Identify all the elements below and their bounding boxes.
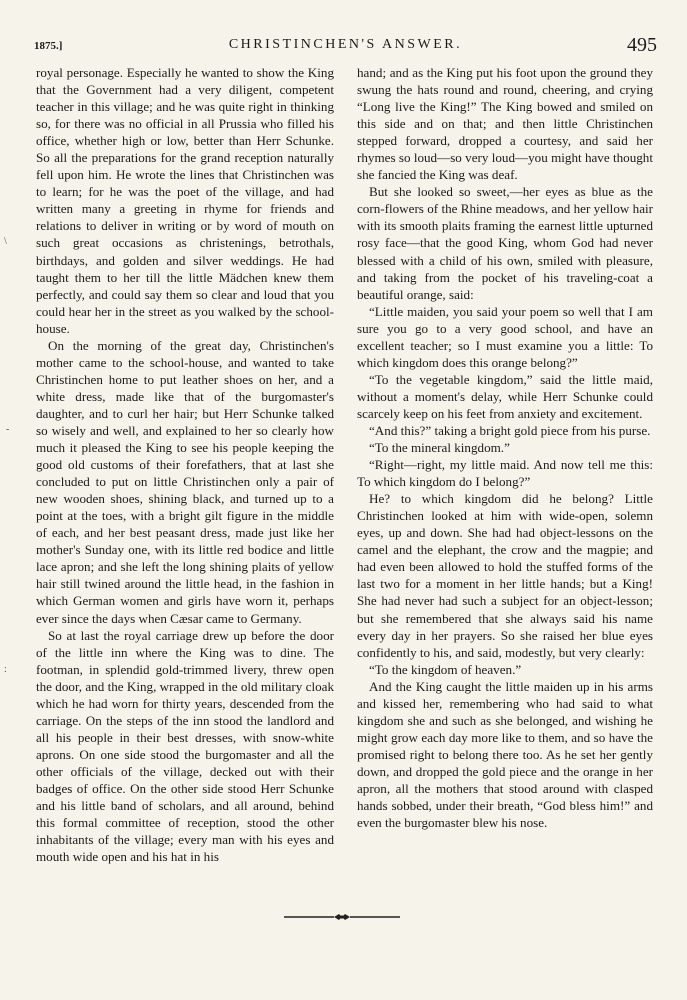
paragraph: “Little maiden, you said your poem so well that I am sure you go to a very good school, and have an excellent teacher; so I must examine you a little: To which kingdom does this orange belong?”	[357, 303, 653, 370]
right-column	[357, 64, 653, 831]
running-title: CHRISTINCHEN'S ANSWER.	[228, 37, 463, 52]
paragraph: hand; and as the King put his foot upon the ground they swung the hats round and round, cheering, and crying “Long live the King!” The King bowed and smiled on this side and on that; and then little Christinchen stepped forward, dropped a courtesy, and said her rhymes so loud—so very loud—you might have thought she fancied the King was deaf.	[357, 65, 653, 183]
paragraph: But she looked so sweet,—her eyes as blue as the corn-flowers of the Rhine meadows, and her yellow hair with its smooth plaits framing the earnest little upturned rosy face—that the good King, whom God had never blessed with a child of his own, smiled with pleasure, and taking from the pocket of his traveling-coat a beautiful orange, said:	[357, 184, 653, 302]
paragraph: “And this?” taking a bright gold piece from his purse.	[369, 422, 651, 438]
paragraph: And the King caught the little maiden up in his arms and kissed her, remembering who had said to what kingdom she and such as she belonged, and wishing he might grow each day more like to them, and so have the promised right to belong there too. As he set her gently down, and dropped the gold piece and the orange in her apron, all the mothers that stood around with clasped hands sobbed, under their breath, “God bless him!” and even the burgomaster blew his nose.	[357, 678, 653, 831]
paragraph: “To the kingdom of heaven.”	[369, 661, 522, 677]
paragraph: “To the vegetable kingdom,” said the little maid, without a moment's delay, while Herr Schunke could scarcely keep on his feet from anxiety and excitement.	[357, 371, 653, 421]
paragraph: “To the mineral kingdom.”	[369, 440, 510, 456]
page-header	[34, 36, 657, 56]
end-ornament	[282, 910, 402, 924]
issue-year: 1875.]	[34, 40, 63, 52]
paragraph: So at last the royal carriage drew up before the door of the little inn where the King was to dine. The footman, in splendid gold-trimmed livery, threw open the door, and the King, wrapped in the old military cloak which he had worn for thirty years, descended from the carriage. On the steps of the inn stood the landlord and all his people in their best dresses, with snow-white aprons. On one side stood the burgomaster and all the other officials of the village, decked out with their badges of office. On the other side stood Herr Schunke and his little band of scholars, and all around, behind this formal committee of reception, stood the other inhabitants of the village; every man with his eyes and mouth wide open and his hat in his	[36, 627, 334, 865]
page-number: 495	[627, 34, 657, 56]
margin-mark: -	[6, 424, 10, 435]
paragraph: royal personage. Especially he wanted to show the King that the Government had a very diligent, competent teacher in this village; and he was quite right in thinking so, for there was no official in all Prussia who filled his office, whether high or low, better than Herr Schunke. So all the preparations for the grand reception naturally fell upon him. He wrote the lines that Christinchen was to learn; for he was the poet of the village, and had written many a greeting in rhyme for friends and relations to deliver in writing or by word of mouth on such great occasions as christenings, betrothals, birthdays, and golden and silver weddings. He had taught them to her till the little Mädchen knew them perfectly, and could say them so clear and loud that you could hear her in the street as you walked by the school-house.	[36, 65, 334, 336]
paragraph: On the morning of the great day, Christinchen's mother came to the school-house, and wanted to take Christinchen home to put leather shoes on her, and a white dress, made like that of the burgomaster's daughter, and to curl her hair; but Herr Schunke talked so wisely and well, and explained to her so clearly how much it pleased the King to see his people keeping the good old customs of their forefathers, that at last she concluded to put on little Christinchen only a pair of new wooden shoes, shining black, and turned up to a point at the toes, with a bright gilt figure in the middle of each, and her best peasant dress, made just like her mother's Sunday one, with its little red bodice and little lace apron; and she left the long shining plaits of yellow hair still twined around the little head, in the fashion in which German women and girls have worn it, perhaps ever since the days when Cæsar came to Germany.	[36, 337, 334, 626]
margin-mark: \	[4, 236, 7, 247]
paragraph: “Right—right, my little maid. And now tell me this: To which kingdom do I belong?”	[357, 457, 653, 490]
margin-mark: :	[4, 664, 7, 675]
paragraph: He? to which kingdom did he belong? Little Christinchen looked at him with wide-open, solemn eyes, up and down. She had had object-lessons on the camel and the elephant, the crow and the magpie; and had even been allowed to hold the stuffed forms of the last two for a moment in her little hands; but a King! She had never had such a subject for an object-lesson; but she remembered that she always said his name every day in her prayers. So she raised her blue eyes confidently to his, and said, modestly, but very clearly:	[357, 491, 653, 660]
left-column	[36, 64, 334, 865]
